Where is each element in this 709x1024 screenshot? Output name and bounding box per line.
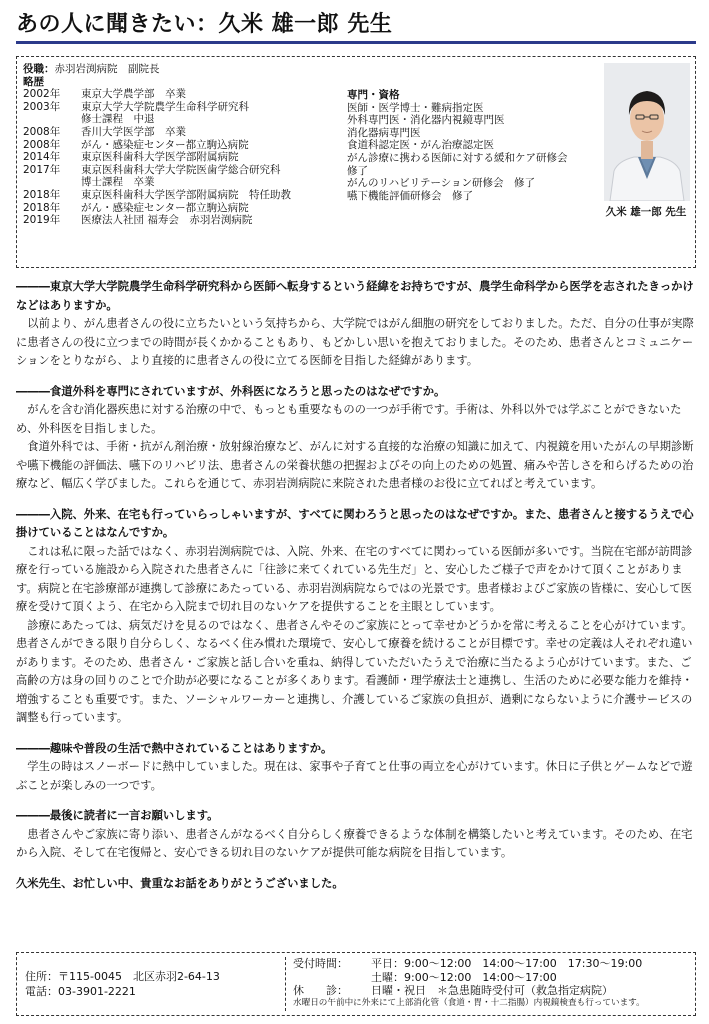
history-row	[23, 214, 363, 227]
hours-weekday: 平日：9:00～12:00 14:00～17:00 17:30～19:00	[371, 957, 643, 970]
hours-saturday-row	[293, 971, 693, 985]
hours-saturday: 土曜：9:00～12:00 14:00～17:00	[371, 970, 557, 984]
endoscopy-note: 水曜日の午前中に外来にて上部消化管（食道・胃・十二指腸）内視鏡検査も行っています。	[293, 997, 645, 1008]
interview-question: ―――食道外科を専門にされていますが、外科医になろうと思ったのはなぜですか。	[16, 384, 446, 398]
qualification-item: がん診療に携わる医師に対する緩和ケア研修会	[347, 151, 568, 164]
qualification-item: 食道科認定医・がん治療認定医	[347, 139, 494, 152]
history-row	[23, 113, 363, 126]
history-row	[23, 151, 363, 164]
contact-info	[25, 969, 220, 999]
interview-section	[16, 278, 696, 371]
closed-row	[293, 984, 693, 998]
history-text: 東京大学大学院農学生命科学研究科	[81, 100, 249, 113]
doctor-photo	[604, 63, 690, 201]
history-year: 2018年	[23, 188, 61, 201]
history-year: 2003年	[23, 100, 61, 113]
profile-left-column	[23, 63, 363, 227]
interview-answer: 食道外科では、手術・抗がん剤治療・放射線治療など、がんに対する直接的な治療の知識に加えて、内視鏡を用いたがんの早期診断や嚥下機能の評価法、嚥下のリハビリ法、患者さんの栄養状態の把握およびその向上のための処置、痛みや苦しさを和らげるための治療など、幅広く学びました。これらを通じて、赤羽岩渕病院に来院された患者様のお役に立てればと考えています。	[16, 440, 694, 490]
qualification-item: 消化器病専門医	[347, 126, 421, 139]
history-row	[23, 176, 363, 189]
history-text: 博士課程 卒業	[81, 176, 155, 189]
closed-label: 休 診：	[293, 984, 348, 997]
photo-caption: 久米 雄一郎 先生	[605, 206, 687, 218]
doctor-portrait-image	[604, 63, 690, 201]
interview-article	[16, 278, 696, 893]
history-text: 東京医科歯科大学医学部附属病院 特任助教	[81, 188, 291, 201]
history-row	[23, 164, 363, 177]
qualification-item: がんのリハビリテーション研修会 修了	[347, 177, 536, 190]
qualification-item: 医師・医学博士・難病指定医	[347, 101, 484, 114]
position-value: 赤羽岩渕病院 副院長	[54, 63, 160, 75]
history-row	[23, 202, 363, 215]
address-text: 住所：〒115-0045 北区赤羽2-64-13	[25, 970, 220, 983]
footer-box	[16, 952, 696, 1016]
history-year: 2008年	[23, 138, 61, 151]
history-text: がん・感染症センター都立駒込病院	[81, 138, 249, 151]
history-row	[23, 189, 363, 202]
history-row	[23, 139, 363, 152]
history-text: 東京大学農学部 卒業	[81, 88, 186, 101]
qualifications-label: 専門・資格	[347, 89, 400, 101]
history-text: がん・感染症センター都立駒込病院	[81, 201, 249, 214]
interview-answer: がんを含む消化器疾患に対する治療の中で、もっとも重要なものの一つが手術です。手術は、外科以外では学ぶことができないため、外科医を目指しました。	[16, 403, 682, 435]
page-header	[16, 10, 696, 44]
hours-weekday-row	[293, 957, 693, 971]
interview-question: ―――入院、外来、在宅も行っていらっしゃいますが、すべてに関わろうと思ったのはなぜですか。また、患者さんと接するうえで心掛けていることはなんですか。	[16, 507, 694, 539]
interview-question: ―――東京大学大学院農学生命科学研究科から医師へ転身するという経緯をお持ちですが、農学生命科学から医学を志されたきっかけなどはありますか。	[16, 280, 694, 312]
interview-answer: 診療にあたっては、病気だけを見るのではなく、患者さんやそのご家族にとって幸せかどうかを常に考えることを心がけています。患者さんができる限り自分らしく、なるべく住み慣れた環境で、安心して療養を続けることが目標です。幸せの定義は人それぞれ違いがあります。そのため、患者さん・ご家族と話し合いを重ね、納得していただいたうえで治療に当たるよう心がけています。また、ご高齢の方は身の回りのことで介助が必要になることが多くあります。看護師・理学療法士と連携し、生活のために必要な能力を維持・増強することも重要です。また、ソーシャルワーカーと連携し、介護しているご家族の負担が、過剰にならないように介護サービスの調整も行っています。	[16, 618, 693, 724]
page-title: あの人に聞きたい：久米 雄一郎 先生	[16, 12, 393, 37]
history-label: 略歴	[23, 75, 44, 88]
interview-section	[16, 383, 696, 494]
history-text: 医療法人社団 福寿会 赤羽岩渕病院	[81, 214, 253, 227]
footer-divider	[285, 957, 286, 1011]
history-year	[23, 176, 81, 189]
history-year: 2008年	[23, 125, 61, 138]
history-list	[23, 88, 363, 227]
history-year: 2018年	[23, 201, 61, 214]
interview-answer: 学生の時はスノーボードに熱中していました。現在は、家事や子育てと仕事の両立を心がけています。休日に子供とゲームなどで遊ぶことが楽しみの一つです。	[16, 760, 693, 792]
history-text: 東京医科歯科大学医学部附属病院	[81, 151, 239, 164]
interview-section	[16, 807, 696, 863]
position-label: 役職：	[23, 63, 55, 75]
history-row	[23, 126, 363, 139]
interview-answer: 患者さんやご家族に寄り添い、患者さんがなるべく自分らしく療養できるような体制を構築したいと考えています。そのため、在宅から入院、そして在宅復帰と、安心できる切れ目のないケアが提供可能な病院を目指しています。	[16, 827, 693, 859]
title-underline	[16, 41, 696, 44]
history-year: 2002年	[23, 88, 61, 101]
phone-text: 電話：03-3901-2221	[25, 985, 136, 998]
history-year: 2017年	[23, 163, 61, 176]
history-text: 修士課程 中退	[81, 113, 155, 126]
interview-section	[16, 740, 696, 796]
position-line	[23, 63, 363, 76]
interview-question: ―――最後に読者に一言お願いします。	[16, 809, 219, 822]
closed-days: 日曜・祝日 ＊急患随時受付可（救急指定病院）	[371, 984, 613, 997]
hours-label: 受付時間：	[293, 957, 348, 970]
qualifications-list	[347, 102, 605, 203]
qualification-item: 嚥下機能評価研修会 修了	[347, 189, 473, 202]
interview-answer: 以前より、がん患者さんの役に立ちたいという気持ちから、大学院ではがん細胞の研究をしておりました。ただ、自分の仕事が実際に患者さんの役に立つまでの時間が長くかかることもあり、もどかしい思いを抱えておりました。そのため、患者さんとコミュニケーションをとりながら、より直接的に患者さんの役に立てる医師を目指した経緯があります。	[16, 317, 694, 367]
history-year: 2014年	[23, 151, 61, 164]
interview-question: ―――趣味や普段の生活で熱中されていることはありますか。	[16, 741, 333, 755]
interview-answer: これは私に限った話ではなく、赤羽岩渕病院では、入院、外来、在宅のすべてに関わっている医師が多いです。当院在宅部が訪問診療を行っている施設から入院された患者さんに「往診に来てくれている先生だ」と、安心したご様子で声をかけて頂くことがあります。病院と在宅診療部が連携して診療にあたっている、赤羽岩渕病院ならではの光景です。患者様およびご家族の皆様に、安心して医療を受けて頂くよう、在宅から入院まで切れ目のないケアを提供することを主眼としています。	[16, 544, 693, 613]
history-year	[23, 113, 81, 126]
qualifications-column	[347, 89, 605, 202]
history-text: 香川大学医学部 卒業	[81, 125, 186, 138]
history-row	[23, 88, 363, 101]
history-year: 2019年	[23, 214, 61, 227]
qualification-item: 外科専門医・消化器内視鏡専門医	[347, 114, 505, 127]
history-text: 東京医科歯科大学大学院医歯学総合研究科	[81, 163, 281, 176]
history-row	[23, 101, 363, 114]
qualification-item: 修了	[347, 164, 368, 177]
hours-info	[293, 957, 693, 1009]
closing-thanks: 久米先生、お忙しい中、貴重なお話をありがとうございました。	[16, 876, 344, 890]
interview-section	[16, 506, 696, 728]
profile-box	[16, 56, 696, 268]
